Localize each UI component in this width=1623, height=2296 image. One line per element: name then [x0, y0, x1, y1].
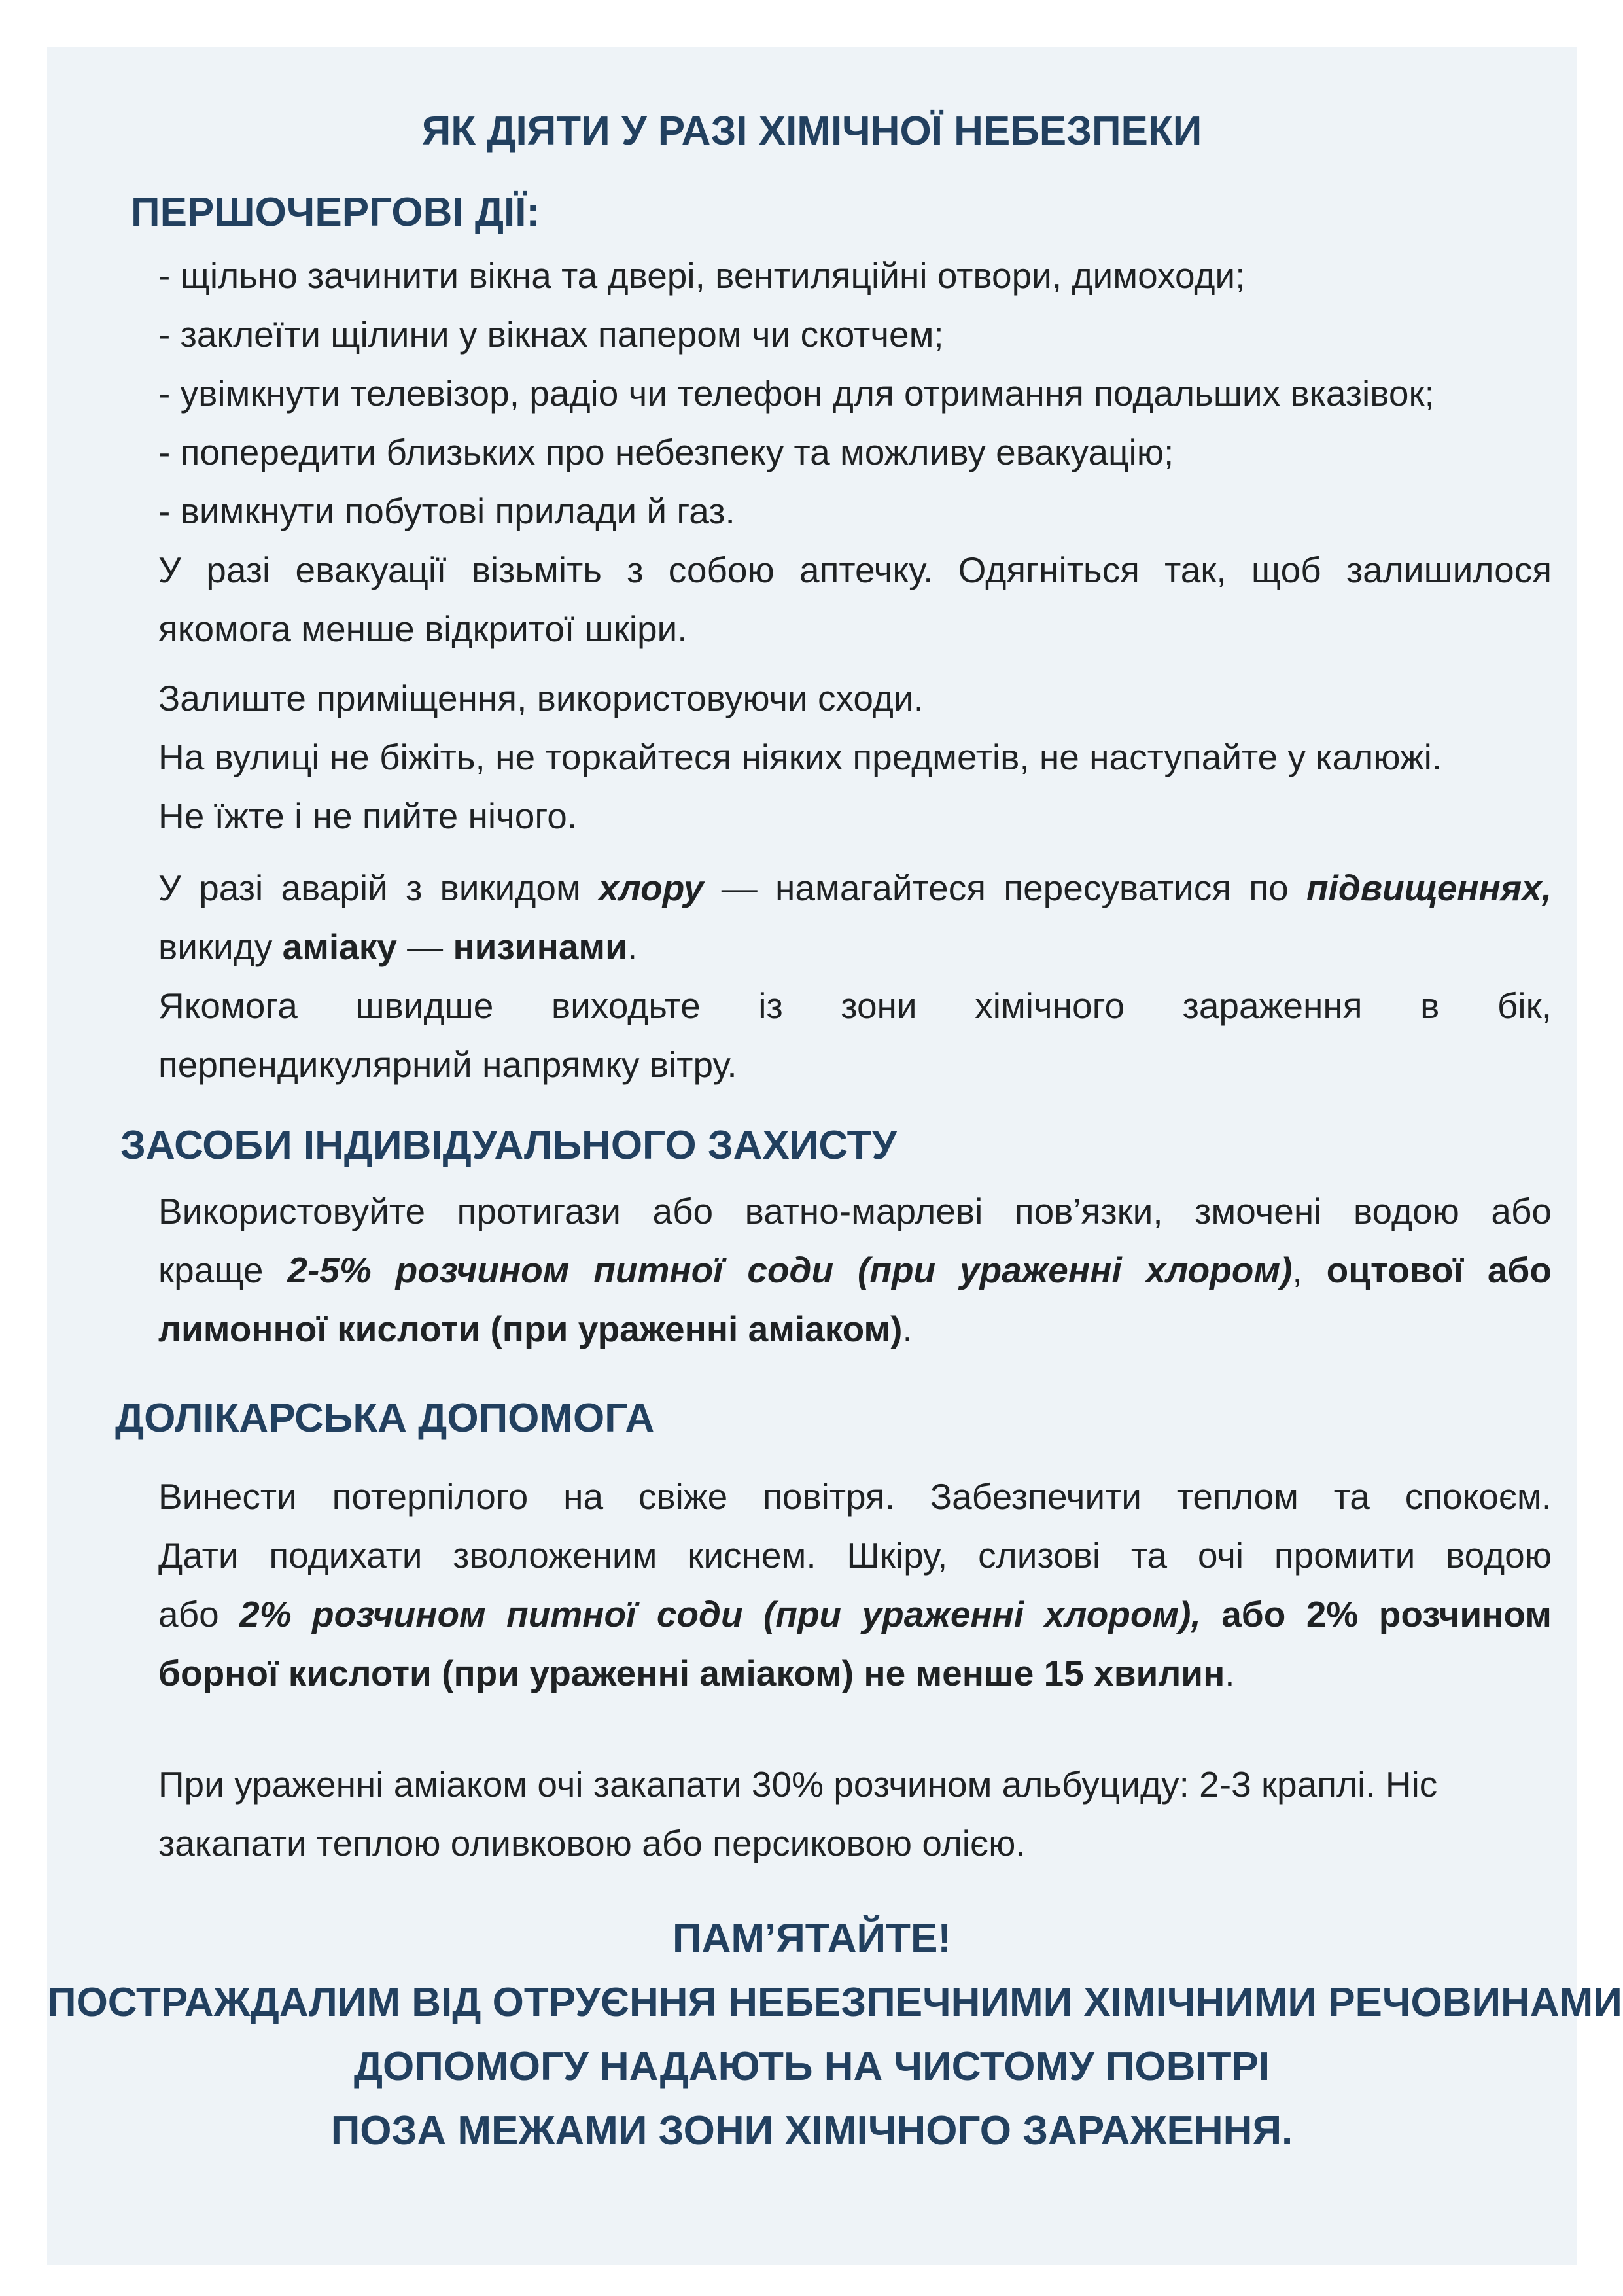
accident-text-line1: [158, 870, 1552, 906]
soda-solution-emphasis: 2% розчином питної соди (при ураженні хлором),: [239, 1594, 1222, 1634]
boric-solution-emphasis: борної кислоти (при ураженні аміаком) не менше 15 хвилин: [158, 1653, 1225, 1693]
leave-premises-text: Залиште приміщення, використовуючи сходи.: [158, 678, 924, 718]
first-aid-text-part: або: [158, 1594, 240, 1634]
leaflet-panel: [47, 47, 1622, 2265]
first-aid-heading: ДОЛІКАРСЬКА ДОПОМОГА: [115, 1396, 655, 1441]
ammonia-emphasis: аміаку: [282, 927, 397, 967]
page-title: ЯК ДІЯТИ У РАЗІ ХІМІЧНОЇ НЕБЕЗПЕКИ: [421, 109, 1202, 154]
first-actions-heading: ПЕРШОЧЕРГОВІ ДІЇ:: [131, 190, 540, 235]
protection-text-line3: [158, 1311, 913, 1347]
exit-zone-text-line1: Якомога швидше виходьте із зони хімічного зараження в бік,: [158, 985, 1552, 1026]
chlorine-emphasis: хлору: [599, 868, 704, 908]
protection-text-line2: [158, 1252, 1552, 1288]
accident-text-part: —: [396, 927, 453, 967]
lowlands-emphasis: низинами: [453, 927, 627, 967]
first-aid-text-line4: [158, 1655, 1235, 1691]
street-rules-text: На вулиці не біжіть, не торкайтеся ніяких предметів, не наступайте у калюжі.: [158, 737, 1442, 777]
accident-text-part: .: [627, 927, 638, 967]
soda-solution-emphasis: 2-5% розчином питної соди (при ураженні хлором): [287, 1250, 1293, 1290]
protection-text-line1: Використовуйте протигази або ватно-марлеві пов’язки, змочені водою або: [158, 1191, 1552, 1231]
remember-line: ДОПОМОГУ НАДАЮТЬ НА ЧИСТОМУ ПОВІТРІ: [353, 2044, 1270, 2089]
action-item: - попередити близьких про небезпеку та можливу евакуацію;: [158, 432, 1174, 472]
action-item: - заклеїти щілини у вікнах папером чи скотчем;: [158, 314, 944, 355]
remember-title: ПАМ’ЯТАЙТЕ!: [672, 1916, 951, 1961]
remember-line: ПОЗА МЕЖАМИ ЗОНИ ХІМІЧНОГО ЗАРАЖЕННЯ.: [330, 2108, 1293, 2153]
accident-text-part: викиду: [158, 927, 283, 967]
remember-line: ПОСТРАЖДАЛИМ ВІД ОТРУЄННЯ НЕБЕЗПЕЧНИМИ ХІМІЧНИМИ РЕЧОВИНАМИ: [47, 1980, 1622, 2025]
accident-text-part: У разі аварій з викидом: [158, 868, 599, 908]
action-item: - вимкнути побутові прилади й газ.: [158, 491, 735, 531]
first-aid-text-part: .: [1225, 1653, 1235, 1693]
first-aid-text-line1: Винести потерпілого на свіже повітря. Забезпечити теплом та спокоєм.: [158, 1476, 1552, 1517]
eyes-treatment-line2: закапати теплою оливковою або персиковою олією.: [158, 1823, 1026, 1863]
acid-emphasis: оцтової або: [1326, 1250, 1552, 1290]
protection-text-part: .: [902, 1309, 913, 1349]
acid-emphasis: лимонної кислоти (при ураженні аміаком): [158, 1309, 903, 1349]
eyes-treatment-line1: При ураженні аміаком очі закапати 30% розчином альбуциду: 2-3 краплі. Ніс: [158, 1764, 1438, 1805]
accident-text-part: — намагайтеся пересуватися по: [703, 868, 1306, 908]
protection-text-part: краще: [158, 1250, 288, 1290]
first-aid-text-line2: Дати подихати зволоженим киснем. Шкіру, слизові та очі промити водою: [158, 1535, 1552, 1576]
protection-text-part: ,: [1292, 1250, 1327, 1290]
protection-heading: ЗАСОБИ ІНДИВІДУАЛЬНОГО ЗАХИСТУ: [120, 1123, 898, 1168]
boric-solution-emphasis: або 2% розчином: [1221, 1594, 1552, 1634]
evacuation-text-line2: якомога менше відкритої шкіри.: [158, 609, 688, 649]
evacuation-text-line1: У разі евакуації візьміть з собою аптечку. Одягніться так, щоб залишилося: [158, 550, 1552, 590]
exit-zone-text-line2: перпендикулярний напрямку вітру.: [158, 1044, 737, 1085]
action-item: - увімкнути телевізор, радіо чи телефон для отримання подальших вказівок;: [158, 373, 1435, 414]
action-item: - щільно зачинити вікна та двері, вентиляційні отвори, димоходи;: [158, 255, 1246, 296]
elevated-emphasis: підвищеннях,: [1306, 868, 1552, 908]
first-aid-text-line3: [158, 1594, 1552, 1634]
no-food-text: Не їжте і не пийте нічого.: [158, 796, 578, 836]
accident-text-line2: [158, 929, 637, 965]
